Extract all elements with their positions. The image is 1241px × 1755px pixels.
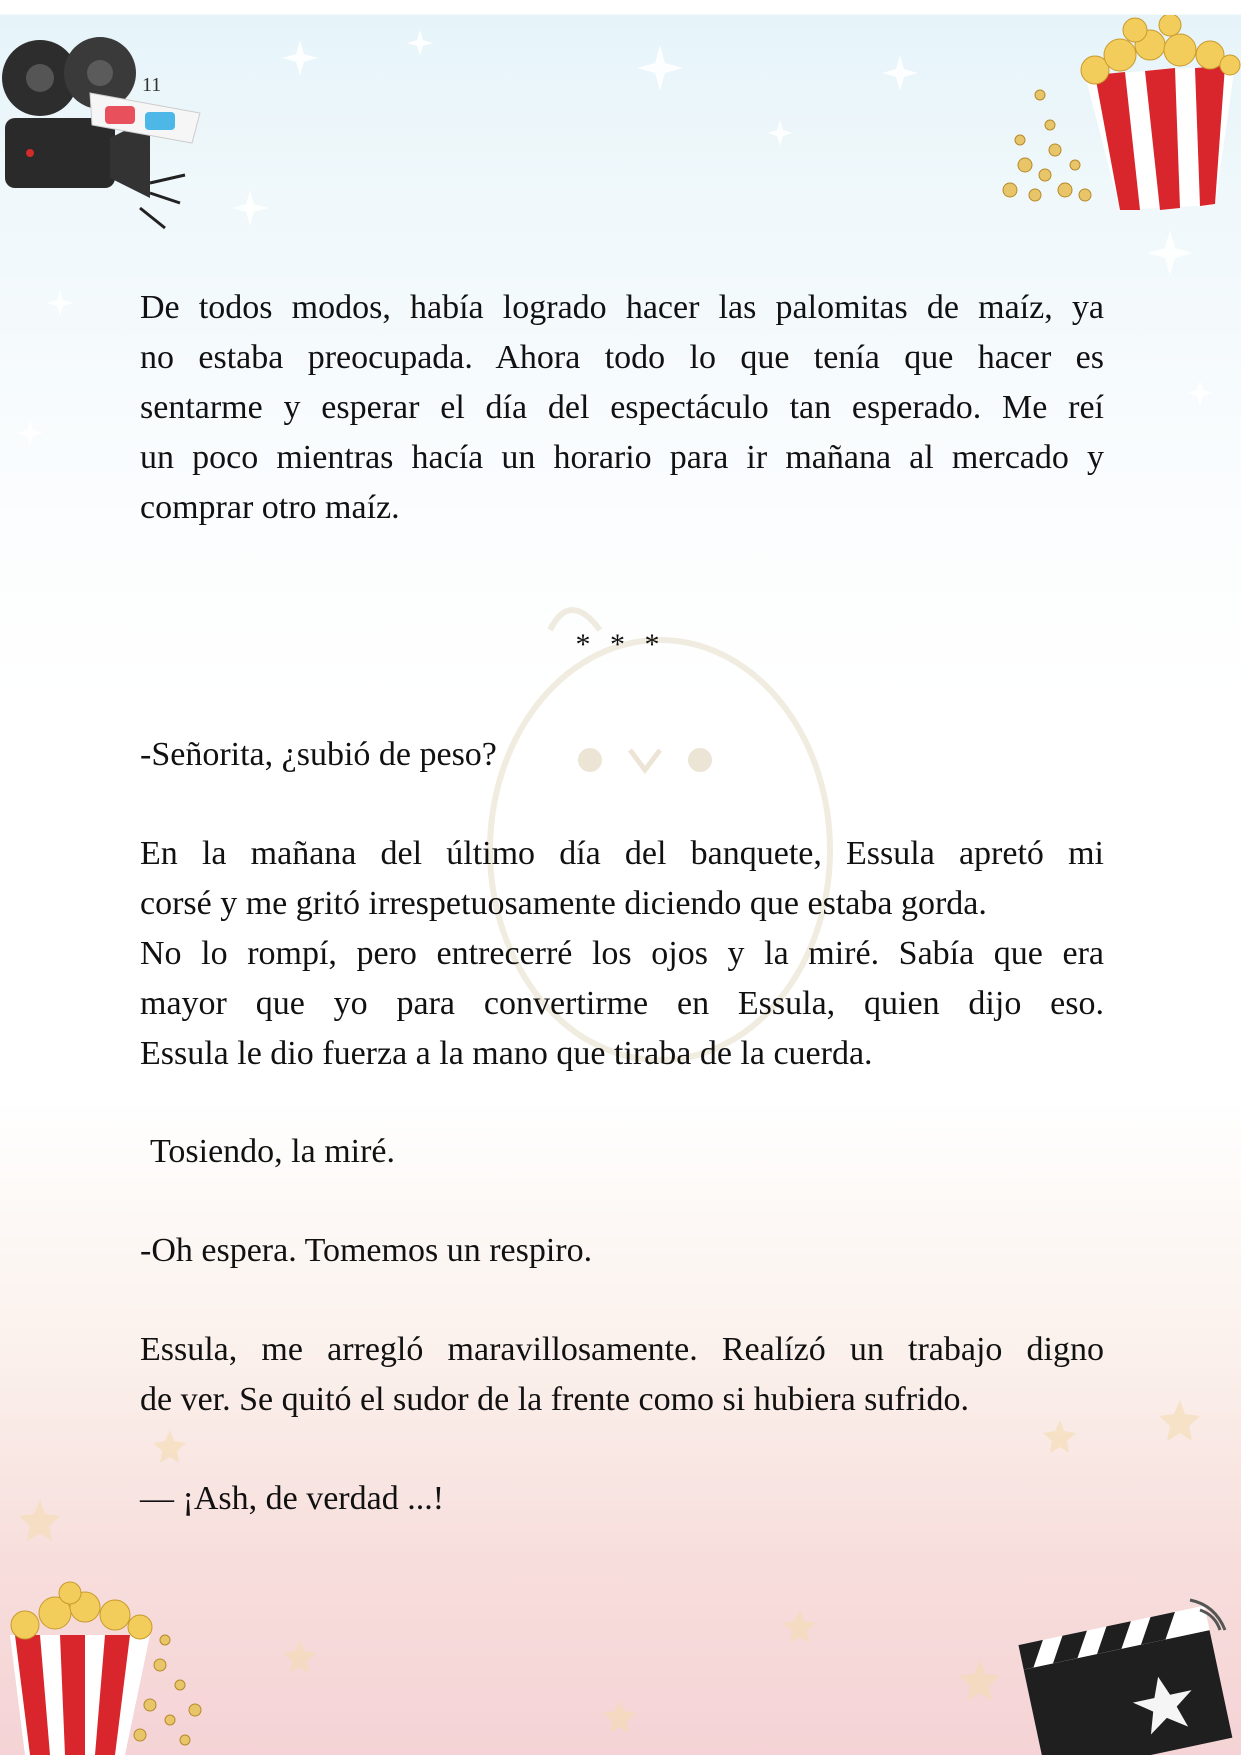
text-line: sentarme y esperar el día del espectáculo tan esperado. Me reí <box>140 389 1104 426</box>
paragraph-dialogue-weight <box>140 730 1104 780</box>
text-line: En la mañana del último día del banquete, Essula apretó mi <box>140 835 1104 872</box>
clapperboard-icon <box>1010 1590 1241 1755</box>
popcorn-bucket-icon <box>0 1575 230 1755</box>
text-line: corsé y me gritó irrespetuosamente diciendo que estaba gorda. <box>140 885 987 922</box>
film-camera-3d-glasses-icon <box>0 18 210 233</box>
page-number: 11 <box>142 74 162 96</box>
text-line: Tosiendo, la miré. <box>150 1133 396 1170</box>
text-line: — ¡Ash, de verdad ...! <box>140 1480 445 1517</box>
text-line: -Oh espera. Tomemos un respiro. <box>140 1232 593 1269</box>
text-line: de ver. Se quitó el sudor de la frente como si hubiera sufrido. <box>140 1381 969 1418</box>
paragraph-dialogue-ash <box>140 1474 1104 1524</box>
text-line: -Señorita, ¿subió de peso? <box>140 736 497 773</box>
text-line: De todos modos, había logrado hacer las palomitas de maíz, ya <box>140 289 1104 326</box>
text-line: no estaba preocupada. Ahora todo lo que tenía que hacer es <box>140 339 1104 376</box>
text-line: un poco mientras hacía un horario para ir mañana al mercado y <box>140 439 1104 476</box>
text-line: Essula, me arregló maravillosamente. Realízó un trabajo digno <box>140 1331 1104 1368</box>
paragraph-coughing <box>150 1127 1114 1177</box>
text-line: mayor que yo para convertirme en Essula, quien dijo eso. <box>140 985 1104 1022</box>
paragraph-essula <box>140 1325 1104 1425</box>
text-line: Essula le dio fuerza a la mano que tiraba de la cuerda. <box>140 1035 873 1072</box>
scene-separator: * * * <box>575 628 666 661</box>
text-line: No lo rompí, pero entrecerré los ojos y la miré. Sabía que era <box>140 935 1104 972</box>
popcorn-bucket-icon <box>995 15 1241 215</box>
paragraph-popcorn <box>140 283 1104 533</box>
paragraph-corset <box>140 829 1104 1079</box>
paragraph-dialogue-breath <box>140 1226 1104 1276</box>
text-line: comprar otro maíz. <box>140 489 400 526</box>
